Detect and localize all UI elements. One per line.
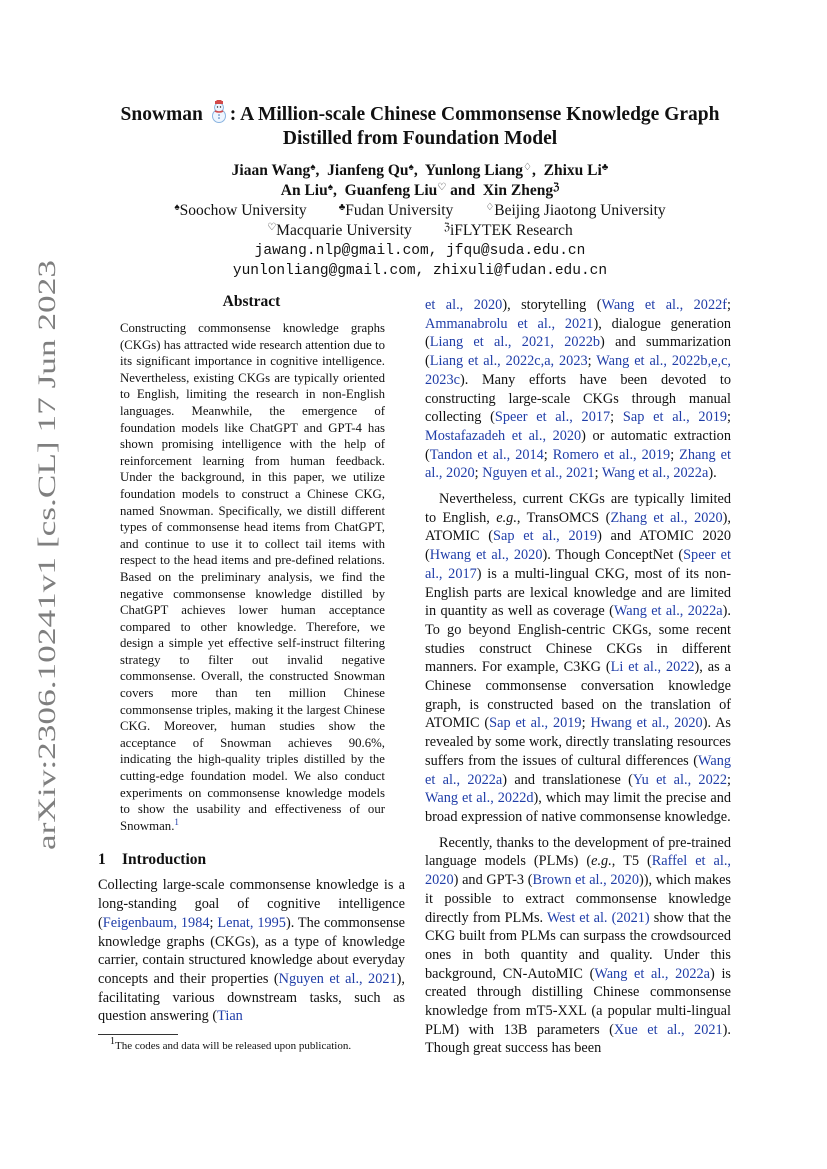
right-para-2	[425, 490, 731, 827]
citation-link[interactable]: Feigenbaum, 1984	[102, 914, 210, 931]
citation-link[interactable]: Wang et al., 2022a	[601, 465, 709, 482]
abstract-text	[120, 320, 385, 834]
arxiv-stamp	[24, 255, 64, 855]
citation-link[interactable]: Speer et al., 2017	[425, 547, 731, 582]
citation-link[interactable]: Hwang et al., 2020	[590, 715, 703, 732]
text-run: ). Many efforts have been devoted to constructing large-scale CKGs through manual collecting (	[425, 371, 731, 426]
text-run: ). Though ConceptNet (	[542, 547, 684, 564]
citation-link[interactable]: Zhang et al., 2020	[425, 446, 731, 482]
text-run: ), facilitating various downstream tasks, such as question answering (	[98, 970, 405, 1025]
introduction-paragraph-1	[98, 876, 405, 1026]
affiliation-name: Macquarie University	[276, 222, 412, 239]
citation-link[interactable]: Tandon et al., 2014	[429, 446, 544, 463]
text-run: ;	[610, 409, 623, 426]
affiliations-line-1	[100, 201, 740, 221]
text-run: ;	[594, 465, 602, 482]
text-run: , T5 (	[611, 853, 652, 870]
author-name: An Liu	[280, 182, 328, 199]
citation-link[interactable]: Sap et al., 2019	[489, 715, 582, 732]
author-separator: ,	[531, 162, 536, 179]
text-run: ) and GPT-3 (	[453, 872, 533, 889]
citation-link[interactable]: Ammanabrolu et al., 2021	[425, 315, 594, 332]
paper-title-line-2: Distilled from Foundation Model	[282, 128, 558, 149]
footnote	[98, 1036, 405, 1053]
affiliation-mark: ♠	[327, 182, 334, 193]
emails-line-1: jawang.nlp@gmail.com, jfqu@suda.edu.cn	[254, 243, 586, 259]
author-separator: ,	[333, 182, 337, 199]
text-run: ).	[708, 465, 717, 482]
citation-link[interactable]: Speer et al., 2017	[494, 409, 611, 426]
citation-link[interactable]: Liang et al., 2022c,a, 2023	[429, 353, 588, 370]
text-run: ;	[587, 353, 597, 370]
emails-line-2: yunlonliang@gmail.com, zhixuli@fudan.edu.cn	[232, 263, 608, 279]
authors-line-1	[100, 161, 740, 181]
abstract-footnote-marker[interactable]: 1	[174, 816, 179, 827]
text-run: ) and translationese (	[502, 771, 633, 788]
citation-link[interactable]: Hwang et al., 2020	[429, 547, 543, 564]
author-name: Jiaan Wang	[231, 162, 311, 179]
author-separator: ,	[413, 162, 418, 179]
snowman-icon	[209, 100, 229, 124]
title-part-2: : A Million-scale Chinese Commonsense Knowledge Graph	[229, 104, 720, 125]
text-run: Recently, thanks to the development of pre-trained language models (PLMs) (	[425, 834, 731, 870]
text-run: ) and ATOMIC 2020 (	[425, 528, 732, 564]
right-para-3	[425, 834, 731, 1058]
affiliation-mark: ♠	[310, 162, 316, 173]
affiliations-line-2	[100, 221, 740, 241]
text-run: ). Though great success has been	[425, 1021, 731, 1057]
text-run: ;	[727, 297, 731, 313]
introduction-heading	[98, 850, 405, 870]
text-run: , TransOMCS (	[516, 509, 611, 526]
citation-link[interactable]: Mostafazadeh et al., 2020	[425, 427, 582, 444]
text-run: ;	[209, 914, 218, 931]
citation-link[interactable]: Raffel et al., 2020	[425, 853, 731, 889]
text-run: ;	[543, 446, 553, 463]
text-run: ;	[727, 771, 731, 788]
arxiv-id-text: arXiv:2306.10241v1 [cs.CL] 17 Jun 2023	[34, 431, 61, 850]
abstract-body-text: Constructing commonsense knowledge graphs (CKGs) has attracted wide research attention due to its significant importance in cognitive intelligence. Nevertheless, existing CKGs are typically oriented to English, limiting the research in non-English languages. Meanwhile, the emergence of foundation models like ChatGPT and GPT-4 has shown promising intelligence with the help of reinforcement learning from human feedback. Under the background, in this paper, we utilize foundation models to construct a Chinese CKG, named Snowman. Specifically, we distill different types of commonsense head items from ChatGPT, and continue to use it to collect tail items with respect to the head items and pre-defined relations. Based on the preliminary analysis, we find the negative commonsense knowledge distilled by ChatGPT achieves lower human acceptance compared to other knowledge. Therefore, we design a simple yet effective self-instruct filtering strategy to filter out invalid negative commonsense. Overall, the constructed Snowman covers more than ten million Chinese commonsense triples, making it the largest Chinese CKG. Moreover, human studies show the acceptance of Snowman achieves 90.6%, indicating the high-quality triples distilled by the cutting-edge foundation model. We also conduct experiments on commonsense knowledge models to show the usability and effectiveness of our Snowman.	[120, 321, 385, 833]
citation-link[interactable]: Wang et al., 2022a	[613, 603, 723, 620]
text-run: ;	[727, 409, 732, 426]
affiliation-mark: ♢	[523, 162, 532, 173]
affiliation-name: iFLYTEK Research	[449, 222, 573, 239]
author-separator: ,	[315, 162, 320, 179]
affiliation-mark: ♡	[437, 182, 447, 193]
footnote-mark: 1	[110, 1036, 115, 1048]
citation-link[interactable]: Sap et al., 2019	[493, 528, 598, 545]
italic-text: e.g.	[496, 509, 517, 526]
citation-link[interactable]: Wang et al., 2022a	[425, 752, 731, 788]
citation-link[interactable]: Wang et al., 2022b,e,c, 2023c	[425, 353, 731, 388]
author-name: Xin Zheng	[482, 182, 554, 199]
citation-link[interactable]: Yu et al., 2022	[632, 771, 728, 788]
affiliation-mark: ♡	[267, 222, 277, 233]
authors-line-2	[100, 181, 740, 201]
citation-link[interactable]: Tian	[217, 1008, 243, 1025]
citation-link[interactable]: Liang et al., 2021, 2022b	[429, 334, 601, 351]
text-run: ). As revealed by some work, directly translating resources suffers from the issues of cultural differences (	[425, 715, 732, 769]
text-run: Nevertheless, current CKGs are typically limited to English,	[425, 491, 731, 526]
citation-link[interactable]: et al., 2020	[425, 297, 503, 313]
text-run: ) or automatic extraction (	[425, 427, 731, 463]
citation-link[interactable]: Zhang et al., 2020	[610, 509, 723, 526]
citation-link[interactable]: Nguyen et al., 2021	[278, 970, 397, 987]
citation-link[interactable]: Wang et al., 2022f	[601, 297, 728, 313]
footnote-divider	[98, 1034, 178, 1035]
text-run: ) is created through distilling Chinese commonsense knowledge from mT5-XXL (a popular multi-lingual PLM) with 13B parameters (	[425, 965, 731, 1038]
text-run: ). To go beyond English-centric CKGs, some recent studies construct Chinese CKGs in different manners. For example, C3KG (	[425, 603, 731, 676]
affiliation-mark: ℨ	[553, 182, 560, 193]
title-block	[100, 100, 740, 281]
section-title: Introduction	[122, 851, 207, 869]
text-run: ), dialogue generation (	[425, 315, 731, 351]
affiliation-name: Fudan University	[345, 202, 454, 219]
citation-link[interactable]: West et al. (2021)	[546, 909, 650, 926]
right-column	[425, 296, 731, 1065]
citation-link[interactable]: Nguyen et al., 2021	[482, 465, 595, 482]
citation-link[interactable]: Sap et al., 2019	[622, 409, 728, 426]
affiliation-mark: ♣	[338, 202, 346, 213]
citation-link[interactable]: Lenat, 1995	[217, 914, 286, 931]
citation-link[interactable]: Wang et al., 2022a	[594, 965, 711, 982]
author-name: Jianfeng Qu	[327, 162, 409, 179]
author-name: Guanfeng Liu	[344, 182, 438, 199]
text-run: ), ATOMIC (	[425, 509, 732, 545]
affiliation-mark: ♠	[174, 202, 180, 213]
text-run: ;	[474, 465, 483, 482]
footnote-text: The codes and data will be released upon publication.	[115, 1040, 352, 1053]
paper-title	[100, 100, 740, 127]
title-part-1: Snowman	[120, 104, 203, 125]
affiliation-mark: ♣	[601, 162, 609, 173]
text-run: ;	[581, 715, 591, 732]
right-para-1	[425, 296, 731, 483]
affiliation-mark: ℨ	[443, 222, 450, 233]
text-run: ), which may limit the precise and broad expression of native commonsense knowledge.	[425, 790, 731, 825]
abstract-heading: Abstract	[222, 293, 281, 310]
text-run: ;	[670, 446, 680, 463]
affiliation-mark: ♢	[485, 202, 495, 213]
author-name: Yunlong Liang	[424, 162, 524, 179]
text-run: ), as a Chinese commonsense conversation knowledge graph, is constructed based on the translation of ATOMIC (	[425, 659, 731, 732]
italic-text: e.g.	[591, 853, 612, 870]
author-separator: and	[446, 182, 476, 199]
section-number: 1	[98, 851, 106, 869]
text-run: ). The commonsense knowledge graphs (CKGs), as a type of knowledge carrier, contain structured knowledge about everyday concepts and their properties (	[98, 914, 406, 987]
affiliation-mark: ♠	[408, 162, 414, 173]
citation-link[interactable]: Li et al., 2022	[610, 659, 695, 676]
intro-para-1	[98, 876, 405, 1026]
author-name: Zhixu Li	[543, 162, 602, 179]
citation-link[interactable]: Brown et al., 2020	[532, 872, 639, 889]
text-run: Collecting large-scale commonsense knowledge is a long-standing goal of cognitive intelligence (	[98, 877, 405, 931]
citation-link[interactable]: Xue et al., 2021	[613, 1021, 723, 1038]
text-run: ) is a multi-lingual CKG, most of its non-English parts are lexical knowledge and are limited in quantity as well as coverage (	[425, 565, 731, 620]
text-run: )), which makes it possible to extract commonsense knowledge directly from PLMs.	[425, 872, 731, 926]
text-run: ) and summarization (	[425, 334, 731, 370]
text-run: show that the CKG built from PLMs can surpass the crowdsourced ones in both quantity and quality. Under this background, CN-AutoMIC (	[425, 909, 731, 982]
text-run: ), storytelling (	[502, 297, 602, 313]
affiliation-name: Soochow University	[179, 202, 307, 219]
citation-link[interactable]: Wang et al., 2022d	[425, 790, 534, 807]
affiliation-name: Beijing Jiaotong University	[494, 202, 666, 219]
left-column	[98, 292, 405, 1053]
citation-link[interactable]: Romero et al., 2019	[552, 446, 671, 463]
